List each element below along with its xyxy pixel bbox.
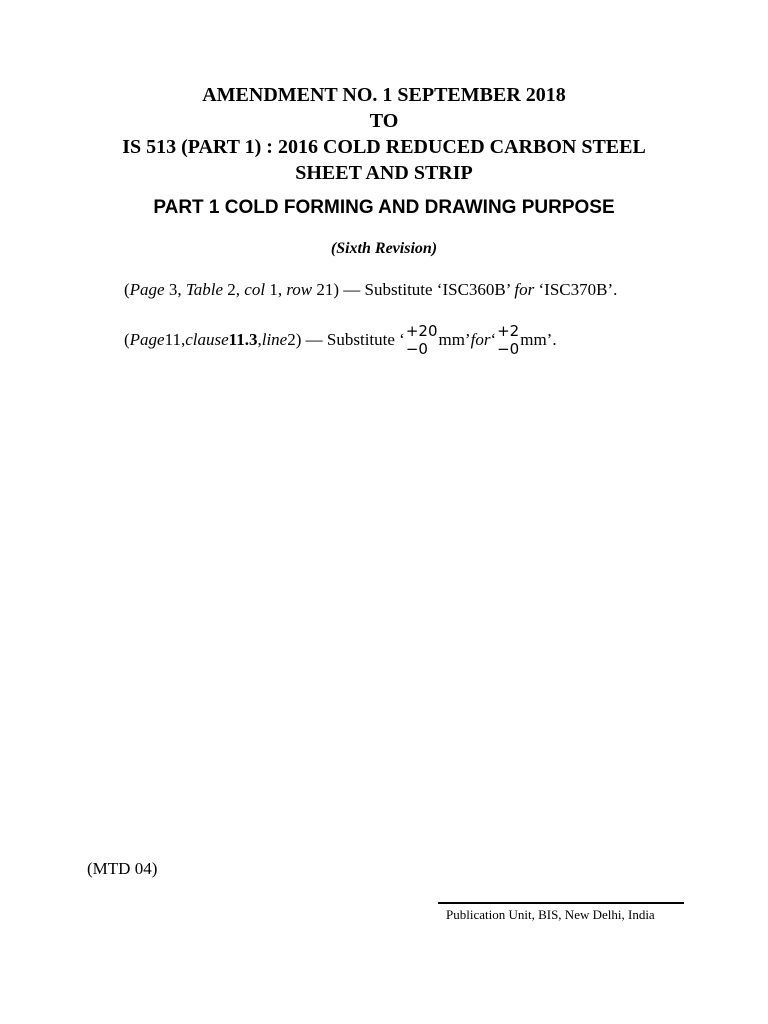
clause-separator: ,	[257, 330, 262, 349]
standard-title-line-1: IS 513 (PART 1) : 2016 COLD REDUCED CARBON STEEL	[122, 136, 646, 158]
amendment-title: AMENDMENT NO. 1 SEPTEMBER 2018	[202, 84, 566, 106]
revision-label: (Sixth Revision)	[330, 240, 438, 257]
line-label: line	[261, 330, 288, 349]
committee-code: (MTD 04)	[87, 859, 158, 878]
amendment-item-1	[124, 279, 617, 301]
amendment-to: TO	[369, 110, 399, 132]
row-value-and-substitute: 21) — Substitute ‘ISC360B’	[312, 280, 515, 299]
new-unit: mm’	[438, 330, 471, 349]
amendment-title-block	[0, 82, 768, 186]
for-gap: ‘	[490, 330, 497, 349]
col-value: 1,	[265, 280, 287, 299]
page-value: 3,	[164, 280, 186, 299]
table-label: Table	[185, 280, 224, 299]
page-value: 11,	[164, 330, 186, 349]
page-label: Page	[129, 280, 165, 299]
standard-title-line-2: SHEET AND STRIP	[295, 162, 473, 184]
for-label: for	[514, 280, 535, 299]
clause-value: 11.3	[228, 330, 258, 349]
clause-label: clause	[185, 330, 229, 349]
open-paren: (	[124, 330, 130, 349]
table-value: 2,	[223, 280, 245, 299]
old-unit: mm’.	[520, 330, 557, 349]
page-label: Page	[129, 330, 165, 349]
part-heading: PART 1 COLD FORMING AND DRAWING PURPOSE	[153, 197, 615, 218]
new-tolerance	[406, 322, 438, 358]
old-tolerance	[497, 322, 519, 358]
row-label: row	[286, 280, 313, 299]
col-label: col	[244, 280, 266, 299]
old-tolerance-upper: +2	[497, 322, 520, 340]
line-value-and-substitute: 2) — Substitute ‘	[287, 330, 405, 349]
publisher-line: Publication Unit, BIS, New Delhi, India	[446, 907, 655, 922]
footer-divider	[438, 902, 684, 904]
replaced-value: ‘ISC370B’.	[534, 280, 618, 299]
old-tolerance-lower: −0	[497, 340, 520, 358]
new-tolerance-lower: −0	[405, 340, 428, 358]
new-tolerance-upper: +20	[405, 322, 438, 340]
for-label: for	[470, 330, 491, 349]
amendment-item-2	[124, 317, 557, 363]
open-paren: (	[124, 280, 130, 299]
